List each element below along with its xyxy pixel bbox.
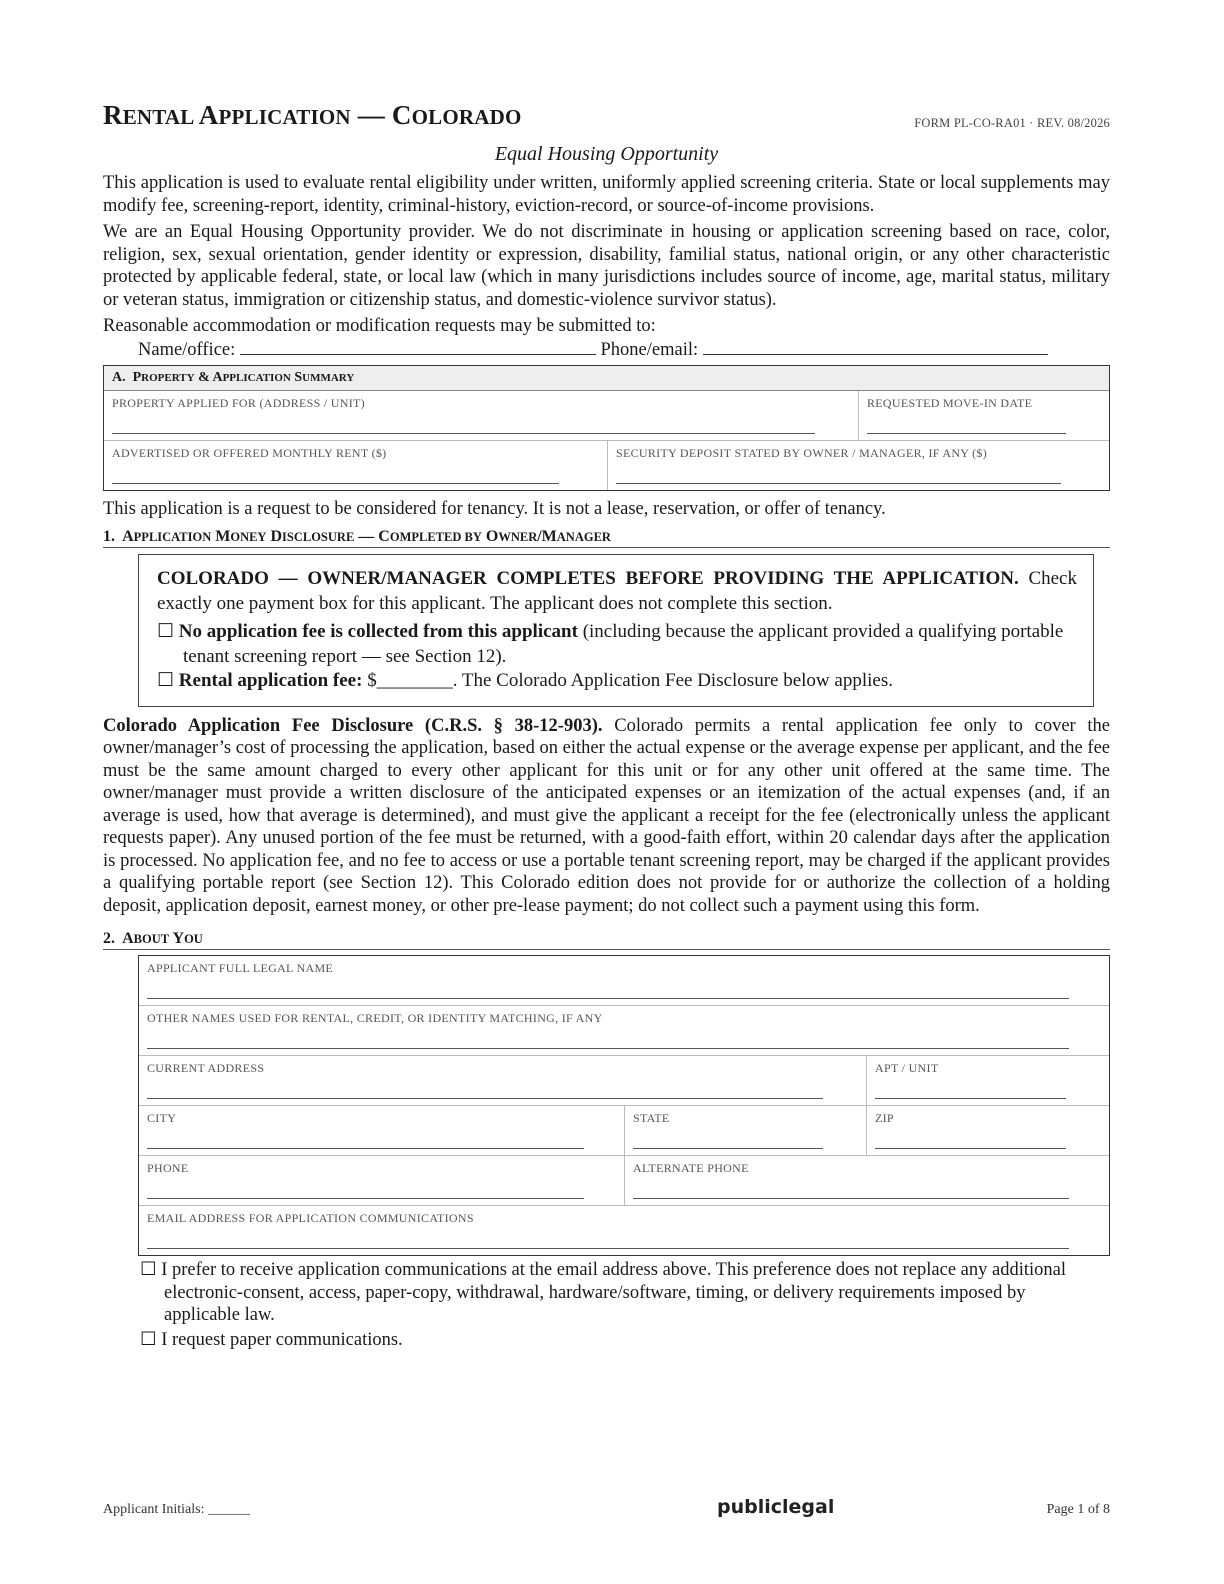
state-field[interactable] (633, 1148, 823, 1149)
phone-field[interactable] (147, 1198, 584, 1199)
state-cell[interactable]: STATE (624, 1106, 866, 1155)
paper-preference-option[interactable]: ☐ I request paper communications. (140, 1329, 403, 1350)
section-2-heading: 2. ABOUT YOU (103, 930, 1110, 950)
section-a-header: A. PROPERTY & APPLICATION SUMMARY (104, 366, 1109, 391)
property-address-field[interactable] (112, 433, 815, 434)
email-cell[interactable]: EMAIL ADDRESS FOR APPLICATION COMMUNICATIONS (139, 1206, 1109, 1255)
brand-logo: publiclegal (717, 1496, 835, 1518)
no-fee-option[interactable]: ☐ No application fee is collected from this applicant (including because the applicant provided a qualifying portable tenant screening report — see Section 12). (157, 621, 1064, 667)
full-name-cell[interactable]: APPLICANT FULL LEGAL NAME (139, 956, 1109, 1005)
alternate-phone-cell[interactable]: ALTERNATE PHONE (624, 1156, 1109, 1205)
email-preference-option[interactable]: ☐ I prefer to receive application communications at the email address above. This preference does not replace any additional electronic-consent, access, paper-copy, withdrawal, hardware/software, timing, or delivery requirements imposed by applicable law. (140, 1260, 1066, 1325)
phone-email-field[interactable] (703, 338, 1048, 355)
property-address-cell[interactable]: PROPERTY APPLIED FOR (ADDRESS / UNIT) (104, 391, 858, 440)
checkbox-icon[interactable]: ☐ (140, 1260, 157, 1280)
accommodation-contact-line: Name/office: Phone/email: (103, 338, 1110, 362)
about-you-box (138, 955, 1110, 1256)
move-in-date-field[interactable] (867, 433, 1066, 434)
owner-instructions: COLORADO — OWNER/MANAGER COMPLETES BEFORE PROVIDING THE APPLICATION. Check exactly one payment box for this applicant. The applicant does not complete this section. (157, 568, 1077, 614)
city-cell[interactable]: CITY (139, 1106, 624, 1155)
zip-field[interactable] (875, 1148, 1066, 1149)
full-name-field[interactable] (147, 998, 1069, 999)
applicant-initials[interactable]: Applicant Initials: ______ (103, 1502, 250, 1517)
other-names-cell[interactable]: OTHER NAMES USED FOR RENTAL, CREDIT, OR IDENTITY MATCHING, IF ANY (139, 1006, 1109, 1055)
apt-unit-cell[interactable]: APT / UNIT (866, 1056, 1109, 1105)
intro-paragraph-1: This application is used to evaluate rental eligibility under written, uniformly applied screening criteria. State or local supplements may modify fee, screening-report, identity, criminal-history, eviction-record, or source-of-income provisions. (103, 173, 1110, 216)
checkbox-icon[interactable]: ☐ (157, 621, 175, 642)
form-number: FORM PL-CO-RA01 · REV. 08/2026 (914, 116, 1110, 130)
intro-paragraph-2: We are an Equal Housing Opportunity provider. We do not discriminate in housing or application screening based on race, color, religion, sex, sexual orientation, gender identity or expression, disability, familial status, national origin, or any other characteristic protected by applicable federal, state, or local law (which in many jurisdictions includes source of income, age, marital status, military or veteran status, immigration or citizenship status, and domestic-violence survivor status). (103, 222, 1110, 310)
phone-cell[interactable]: PHONE (139, 1156, 624, 1205)
security-deposit-field[interactable] (616, 483, 1061, 484)
section-1-heading: 1. APPLICATION MONEY DISCLOSURE — COMPLETED BY OWNER/MANAGER (103, 528, 1110, 548)
document-page (103, 100, 1110, 1351)
subtitle: Equal Housing Opportunity (494, 143, 719, 165)
checkbox-icon[interactable]: ☐ (140, 1329, 157, 1350)
security-deposit-cell[interactable]: SECURITY DEPOSIT STATED BY OWNER / MANAGER, IF ANY ($) (607, 441, 1109, 490)
other-names-field[interactable] (147, 1048, 1069, 1049)
intro-paragraph-3: Reasonable accommodation or modification requests may be submitted to: (103, 316, 656, 336)
tenancy-note: This application is a request to be considered for tenancy. It is not a lease, reservation, or offer of tenancy. (103, 498, 886, 519)
page-number: Page 1 of 8 (1046, 1502, 1110, 1517)
city-field[interactable] (147, 1148, 584, 1149)
monthly-rent-field[interactable] (112, 483, 559, 484)
application-fee-option[interactable]: ☐ Rental application fee: $________. The Colorado Application Fee Disclosure below applies. (157, 670, 893, 691)
move-in-date-cell[interactable]: REQUESTED MOVE-IN DATE (858, 391, 1109, 440)
apt-unit-field[interactable] (875, 1098, 1066, 1099)
name-office-field[interactable] (240, 338, 596, 355)
page-title: RENTAL APPLICATION — COLORADO (103, 100, 522, 130)
email-field[interactable] (147, 1248, 1069, 1249)
zip-cell[interactable]: ZIP (866, 1106, 1109, 1155)
current-address-cell[interactable]: CURRENT ADDRESS (139, 1056, 866, 1105)
fee-disclosure-paragraph: Colorado Application Fee Disclosure (C.R.S. § 38-12-903). Colorado permits a rental application fee only to cover the owner/manager’s cost of processing the application, based on either the actual expense or the average expense per applicant, and the fee must be the same amount charged to every other applicant for this unit or for any other unit offered at the same time. The owner/manager must provide a written disclosure of the anticipated expenses or an itemization of the actual expenses (and, if an average is used, how that average is determined), and must give the applicant a receipt for the fee (electronically unless the applicant requests paper). Any unused portion of the fee must be returned, with a good-faith effort, within 20 calendar days after the application is processed. No application fee, and no fee to access or use a portable tenant screening report, may be charged if the applicant provides a qualifying portable report (see Section 12). This Colorado edition does not provide for or authorize the collection of a holding deposit, application deposit, earnest money, or other pre-lease payment; do not collect such a payment using this form. (103, 715, 1111, 916)
property-summary-box (103, 365, 1110, 491)
monthly-rent-cell[interactable]: ADVERTISED OR OFFERED MONTHLY RENT ($) (104, 441, 607, 490)
current-address-field[interactable] (147, 1098, 823, 1099)
alternate-phone-field[interactable] (633, 1198, 1069, 1199)
owner-manager-box (138, 554, 1094, 707)
checkbox-icon[interactable]: ☐ (157, 670, 175, 691)
